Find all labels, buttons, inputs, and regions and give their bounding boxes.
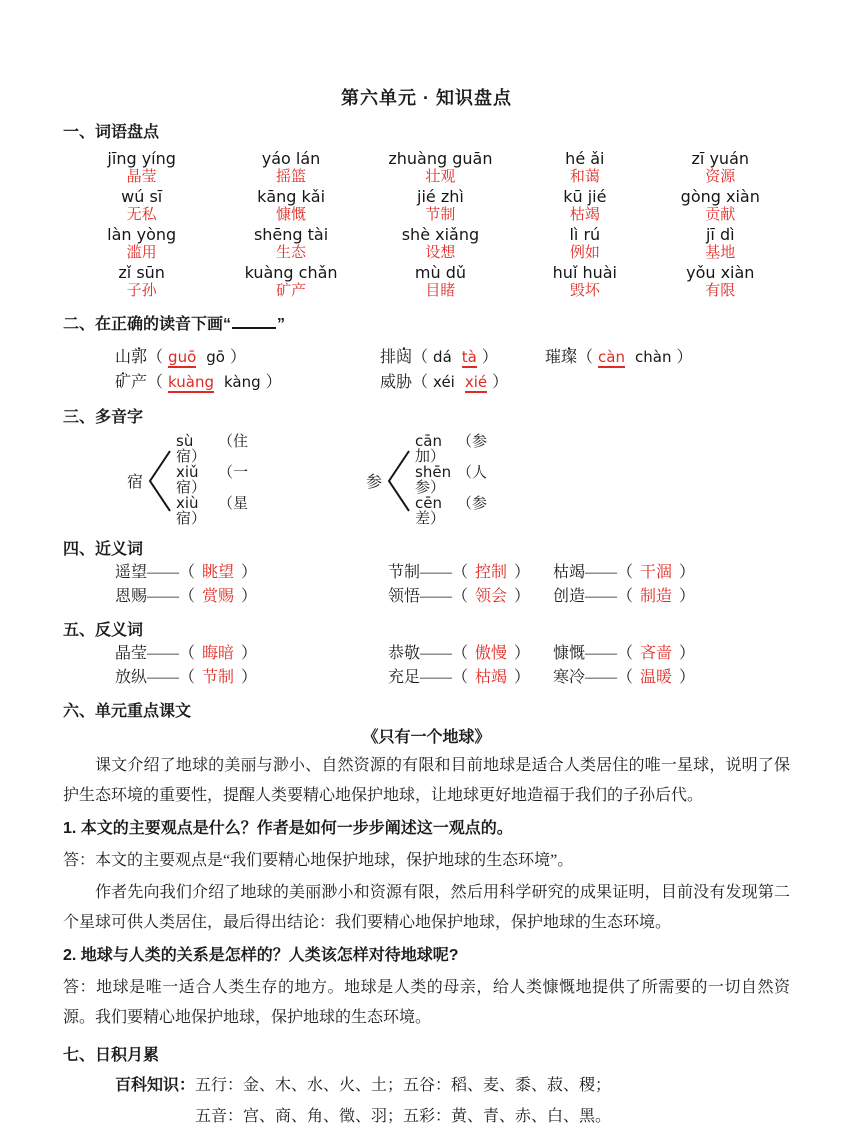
word-cell	[651, 263, 790, 301]
hanzi-answer: 矿产	[276, 283, 307, 299]
word-grid-row	[63, 187, 790, 225]
hanzi-answer: 壮观	[425, 169, 456, 185]
paren: ）	[514, 669, 531, 686]
answer-text: 干涸	[640, 564, 673, 581]
antonym-item	[388, 667, 553, 689]
paren: ）	[676, 349, 693, 366]
antonym-item	[115, 643, 388, 665]
answer-text: 傲慢	[475, 645, 508, 662]
dotted-char: 闼	[396, 349, 413, 366]
paren: ）	[679, 645, 696, 662]
paren: ）	[241, 645, 258, 662]
polyphonic-char: 参	[366, 474, 383, 491]
branch-word: （住宿）	[176, 434, 249, 465]
word-cell	[220, 263, 361, 301]
antonym-row	[115, 667, 790, 689]
answer-1-line-1: 答：本文的主要观点是“我们要精心地保护地球，保护地球的生态环境”。	[63, 852, 574, 869]
paren: （	[577, 349, 594, 366]
answer-text: 温暖	[640, 669, 673, 686]
branch-word: （星宿）	[176, 496, 249, 527]
pinyin: zhuàng guān	[388, 149, 493, 168]
pinyin-option: dá	[433, 348, 452, 366]
branch-word: （人参）	[415, 465, 488, 496]
word-text: 创造——（	[553, 588, 634, 605]
pronunciation-item	[380, 370, 545, 395]
section-heading-pronunciation	[63, 314, 790, 335]
hanzi-answer: 慷慨	[276, 207, 307, 223]
paren: ）	[514, 564, 531, 581]
word-grid	[63, 149, 790, 301]
branch-pinyin: xiù	[176, 494, 199, 512]
branch-word: （参加）	[415, 434, 488, 465]
knowledge-line: 五行：金、木、水、火、土；五谷：稻、麦、黍、菽、稷；	[195, 1077, 612, 1094]
paren: （	[147, 374, 164, 391]
pinyin: yáo lán	[261, 149, 321, 168]
word-cell	[362, 149, 519, 187]
antonym-item	[553, 667, 695, 689]
word-text: 恭敬——（	[388, 645, 469, 662]
word-cell	[63, 149, 220, 187]
answer-text: 节制	[202, 669, 235, 686]
polyphonic-diagrams	[127, 434, 790, 527]
branch-pinyin: xiǔ	[176, 463, 199, 481]
hanzi-answer: 有限	[705, 283, 736, 299]
pinyin-option: tà	[461, 348, 477, 366]
word-grid-row	[63, 225, 790, 263]
hanzi-answer: 枯竭	[569, 207, 600, 223]
question-2: 2. 地球与人类的关系是怎样的？人类该怎样对待地球呢?	[63, 947, 459, 964]
paren: ）	[241, 564, 258, 581]
pinyin: jī dì	[705, 225, 735, 244]
blank-underline	[232, 314, 276, 329]
word-cell	[63, 263, 220, 301]
word-grid-row	[63, 263, 790, 301]
branch-pinyin: sù	[176, 432, 194, 450]
answer-text: 领会	[475, 588, 508, 605]
word-cell	[220, 225, 361, 263]
hanzi-answer: 子孙	[126, 283, 157, 299]
pronunciation-item	[545, 345, 692, 370]
synonym-item	[553, 586, 695, 608]
word-cell	[519, 149, 650, 187]
lesson-intro-paragraph: 课文介绍了地球的美丽与渺小、自然资源的有限和目前地球是适合人类居住的唯一星球，说明了保护生态环境的重要性，提醒人类要精心地保护地球，让地球更好地造福于我们的子孙后代。	[63, 757, 790, 804]
word-text: 遥望——（	[115, 564, 196, 581]
synonym-row	[115, 562, 790, 584]
word-text: 节制——（	[388, 564, 469, 581]
branch-list	[176, 434, 254, 527]
branch	[176, 434, 254, 465]
page-title: 第六单元 · 知识盘点	[341, 88, 512, 108]
paren: ）	[514, 588, 531, 605]
pinyin: kuàng chǎn	[244, 263, 338, 282]
branch-list	[415, 434, 493, 527]
pinyin: huǐ huài	[552, 263, 617, 282]
pinyin: kāng kǎi	[257, 187, 326, 206]
hanzi-answer: 基地	[705, 245, 736, 261]
knowledge-line: 五音：宫、商、角、徵、羽；五彩：黄、青、赤、白、黑。	[195, 1108, 612, 1125]
branch	[415, 465, 493, 496]
paren: ）	[265, 374, 282, 391]
section-heading-key-text: 六、单元重点课文	[63, 703, 192, 720]
branch-pinyin: shēn	[415, 463, 452, 481]
paren: ）	[492, 374, 509, 391]
encyclopedia-content	[195, 1070, 611, 1132]
paren: ）	[679, 669, 696, 686]
pinyin: shè xiǎng	[401, 225, 480, 244]
heading-text: ”	[277, 316, 286, 333]
paren: ）	[241, 669, 258, 686]
answer-text: 吝啬	[640, 645, 673, 662]
branch-pinyin: cēn	[415, 494, 443, 512]
antonym-row	[115, 643, 790, 665]
word-cell	[362, 187, 519, 225]
word-cell	[651, 187, 790, 225]
pinyin-option: chàn	[635, 348, 672, 366]
hanzi-answer: 例如	[569, 245, 600, 261]
question-1: 1. 本文的主要观点是什么？作者是如何一步步阐述这一观点的。	[63, 820, 513, 837]
paren: （	[147, 349, 164, 366]
answer-text: 控制	[475, 564, 508, 581]
hanzi-answer: 和蔼	[569, 169, 600, 185]
dotted-char: 矿	[115, 374, 132, 391]
pinyin: lì rú	[569, 225, 601, 244]
word-cell	[362, 225, 519, 263]
section-heading-antonyms: 五、反义词	[63, 622, 144, 639]
synonym-item	[553, 562, 695, 584]
branch-pinyin: cān	[415, 432, 442, 450]
branch-word: （参差）	[415, 496, 488, 527]
word-cell	[651, 149, 790, 187]
word-char: 产	[131, 374, 148, 391]
word-char: 璀	[545, 349, 562, 366]
paren: （	[412, 374, 429, 391]
pronunciation-item	[115, 370, 380, 395]
word-cell	[63, 187, 220, 225]
word-cell	[220, 187, 361, 225]
hanzi-answer: 毁坏	[569, 283, 600, 299]
answer-text: 晦暗	[202, 645, 235, 662]
section-heading-words: 一、词语盘点	[63, 124, 160, 141]
word-text: 充足——（	[388, 669, 469, 686]
brace-icon	[148, 449, 172, 513]
word-cell	[519, 225, 650, 263]
pinyin: làn yòng	[107, 225, 177, 244]
section-heading-polyphonic: 三、多音字	[63, 409, 144, 426]
pronunciation-item	[115, 345, 380, 370]
pinyin: jié zhì	[417, 187, 464, 206]
dotted-char: 璨	[561, 349, 578, 366]
word-cell	[63, 225, 220, 263]
pinyin: jīng yíng	[107, 149, 176, 168]
lesson-title: 《只有一个地球》	[362, 729, 491, 746]
antonym-item	[115, 667, 388, 689]
pinyin: kū jié	[563, 187, 607, 206]
paren: ）	[241, 588, 258, 605]
pinyin: zǐ sūn	[118, 263, 165, 282]
word-cell	[651, 225, 790, 263]
pronunciation-row	[115, 370, 790, 395]
section-heading-accumulation: 七、日积月累	[63, 1047, 160, 1064]
answer-text: 眺望	[202, 564, 235, 581]
encyclopedia-label: 百科知识：	[115, 1077, 196, 1094]
pinyin: gòng xiàn	[680, 187, 760, 206]
polyphonic-group	[366, 434, 493, 527]
answer-2: 答：地球是唯一适合人类生存的地方。地球是人类的母亲，给人类慷慨地提供了所需要的一切自然资源。我们要精心地保护地球，保护地球的生态环境。	[63, 979, 790, 1026]
branch	[415, 434, 493, 465]
antonym-item	[553, 643, 695, 665]
branch-word: （一宿）	[176, 465, 249, 496]
hanzi-answer: 晶莹	[126, 169, 157, 185]
answer-text: 枯竭	[475, 669, 508, 686]
pinyin-option: xié	[464, 373, 488, 391]
paren: ）	[679, 564, 696, 581]
hanzi-answer: 贡献	[705, 207, 736, 223]
word-cell	[519, 263, 650, 301]
word-cell	[519, 187, 650, 225]
word-char: 威胁	[380, 374, 413, 391]
branch	[176, 465, 254, 496]
branch	[415, 496, 493, 527]
answer-1-line-2: 作者先向我们介绍了地球的美丽渺小和资源有限，然后用科学研究的成果证明，目前没有发现第二个星球可供人类居住，最后得出结论：我们要精心地保护地球，保护地球的生态环境。	[63, 884, 790, 931]
pronunciation-row	[115, 345, 790, 370]
pinyin-option: kuàng	[168, 373, 214, 391]
pronunciation-list	[115, 345, 790, 395]
word-text: 晶莹——（	[115, 645, 196, 662]
synonym-row	[115, 586, 790, 608]
pinyin: wú sī	[121, 187, 163, 206]
word-cell	[220, 149, 361, 187]
word-text: 放纵——（	[115, 669, 196, 686]
pinyin-option: xéi	[433, 373, 455, 391]
word-text: 领悟——（	[388, 588, 469, 605]
heading-text: 二、在正确的读音下画“	[63, 316, 232, 333]
brace-icon	[387, 449, 411, 513]
pinyin: hé ǎi	[565, 149, 605, 168]
hanzi-answer: 生态	[276, 245, 307, 261]
paren: ）	[679, 588, 696, 605]
hanzi-answer: 摇篮	[276, 169, 307, 185]
branch	[176, 496, 254, 527]
hanzi-answer: 目睹	[425, 283, 456, 299]
hanzi-answer: 无私	[126, 207, 157, 223]
dotted-char: 郭	[131, 349, 148, 366]
paren: ）	[514, 645, 531, 662]
pinyin: shēng tài	[253, 225, 329, 244]
word-text: 恩赐——（	[115, 588, 196, 605]
answer-text: 赏赐	[202, 588, 235, 605]
synonym-item	[115, 562, 388, 584]
section-heading-synonyms: 四、近义词	[63, 541, 144, 558]
word-char: 排	[380, 349, 397, 366]
word-text: 枯竭——（	[553, 564, 634, 581]
hanzi-answer: 资源	[705, 169, 736, 185]
pinyin: mù dǔ	[414, 263, 466, 282]
synonym-item	[115, 586, 388, 608]
pinyin: zī yuán	[691, 149, 750, 168]
pinyin-option: càn	[598, 348, 625, 366]
encyclopedia-knowledge	[115, 1070, 790, 1132]
polyphonic-group	[127, 434, 254, 527]
paren: （	[412, 349, 429, 366]
pinyin-option: kàng	[224, 373, 261, 391]
word-cell	[362, 263, 519, 301]
synonym-item	[388, 586, 553, 608]
word-grid-row	[63, 149, 790, 187]
pronunciation-item	[380, 345, 545, 370]
hanzi-answer: 设想	[425, 245, 456, 261]
pinyin-option: gō	[206, 348, 225, 366]
pinyin-option: guō	[168, 348, 197, 366]
answer-text: 制造	[640, 588, 673, 605]
hanzi-answer: 滥用	[126, 245, 157, 261]
pinyin: yǒu xiàn	[686, 263, 755, 282]
antonym-item	[388, 643, 553, 665]
hanzi-answer: 节制	[425, 207, 456, 223]
paren: ）	[481, 349, 498, 366]
word-text: 寒冷——（	[553, 669, 634, 686]
paren: ）	[229, 349, 246, 366]
synonym-item	[388, 562, 553, 584]
word-char: 山	[115, 349, 132, 366]
polyphonic-char: 宿	[127, 474, 144, 491]
word-text: 慷慨——（	[553, 645, 634, 662]
